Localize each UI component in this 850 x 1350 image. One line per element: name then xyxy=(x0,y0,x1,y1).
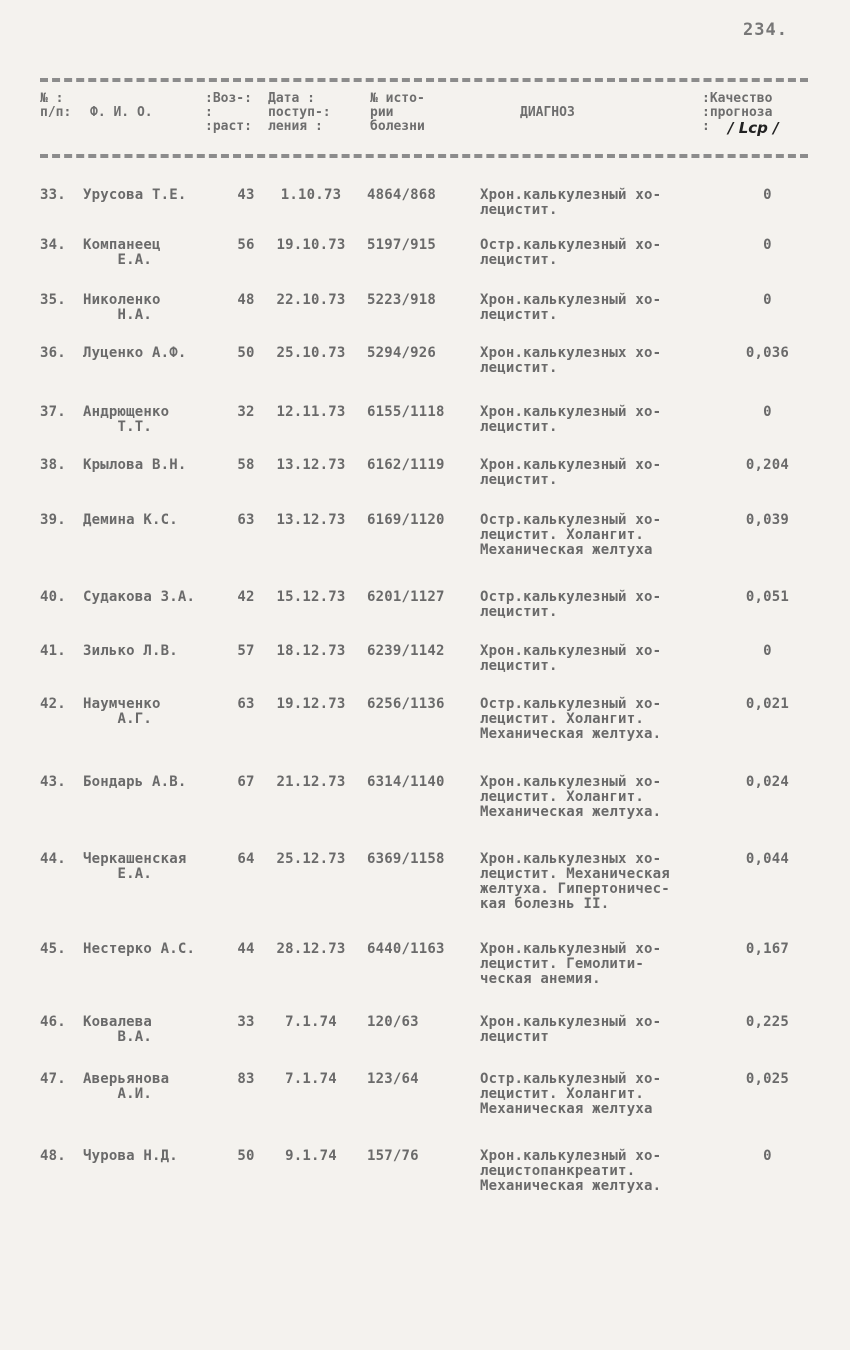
patient-name: Аверьянова А.И. xyxy=(83,1071,170,1102)
diagnosis: Хрон.калькулезных хо- лецистит. Механическая желтуха. Гипертоничес- кая болезнь II. xyxy=(480,851,670,912)
patient-age: 43 xyxy=(237,187,255,203)
prognosis-quality: 0,024 xyxy=(745,774,790,790)
case-history-number: 6369/1158 xyxy=(367,851,445,867)
patient-age: 33 xyxy=(237,1014,255,1030)
diagnosis: Остр.калькулезный хо- лецистит. xyxy=(480,589,662,620)
header-top-rule xyxy=(40,78,808,82)
diagnosis: Хрон.калькулезных хо- лецистит. xyxy=(480,345,662,376)
row-number: 47. xyxy=(40,1071,66,1087)
case-history-number: 5197/915 xyxy=(367,237,437,253)
prognosis-quality: 0 xyxy=(763,404,772,420)
patient-age: 57 xyxy=(237,643,255,659)
patient-age: 67 xyxy=(237,774,255,790)
patient-age: 44 xyxy=(237,941,255,957)
prognosis-quality: 0,051 xyxy=(745,589,790,605)
patient-name: Компанеец Е.А. xyxy=(83,237,161,268)
row-number: 42. xyxy=(40,696,66,712)
header-bottom-rule xyxy=(40,154,808,158)
diagnosis: Хрон.калькулезный хо- лецистит. xyxy=(480,292,662,323)
header-date: Дата : поступ-: ления : xyxy=(268,91,331,134)
diagnosis: Остр.калькулезный хо- лецистит. Холангит. Механическая желтуха. xyxy=(480,696,662,742)
row-number: 39. xyxy=(40,512,66,528)
diagnosis: Хрон.калькулезный хо- лецистит. Холангит. Механическая желтуха. xyxy=(480,774,662,820)
row-number: 38. xyxy=(40,457,66,473)
admission-date: 1.10.73 xyxy=(280,187,342,203)
case-history-number: 6169/1120 xyxy=(367,512,445,528)
case-history-number: 120/63 xyxy=(367,1014,419,1030)
patient-age: 32 xyxy=(237,404,255,420)
patient-name: Николенко Н.А. xyxy=(83,292,161,323)
admission-date: 12.11.73 xyxy=(276,404,346,420)
row-number: 37. xyxy=(40,404,66,420)
admission-date: 15.12.73 xyxy=(276,589,346,605)
page-number: 234. xyxy=(743,20,788,40)
patient-name: Луценко А.Ф. xyxy=(83,345,187,361)
case-history-number: 5294/926 xyxy=(367,345,437,361)
header-quality-handwritten: / Lcp / xyxy=(728,119,779,137)
case-history-number: 6256/1136 xyxy=(367,696,445,712)
row-number: 35. xyxy=(40,292,66,308)
patient-age: 63 xyxy=(237,512,255,528)
patient-age: 83 xyxy=(237,1071,255,1087)
row-number: 46. xyxy=(40,1014,66,1030)
table-header xyxy=(40,88,808,150)
patient-name: Зилько Л.В. xyxy=(83,643,178,659)
case-history-number: 6155/1118 xyxy=(367,404,445,420)
prognosis-quality: 0,021 xyxy=(745,696,790,712)
header-age: :Воз-: : :раст: xyxy=(205,91,252,134)
case-history-number: 6239/1142 xyxy=(367,643,445,659)
row-number: 34. xyxy=(40,237,66,253)
patient-name: Наумченко А.Г. xyxy=(83,696,161,727)
admission-date: 7.1.74 xyxy=(285,1014,337,1030)
patient-age: 58 xyxy=(237,457,255,473)
patient-age: 50 xyxy=(237,1148,255,1164)
admission-date: 22.10.73 xyxy=(276,292,346,308)
header-diagnosis: ДИАГНОЗ xyxy=(520,105,575,120)
admission-date: 21.12.73 xyxy=(276,774,346,790)
diagnosis: Остр.калькулезный хо- лецистит. xyxy=(480,237,662,268)
case-history-number: 157/76 xyxy=(367,1148,419,1164)
case-history-number: 6440/1163 xyxy=(367,941,445,957)
header-quality: :Качество :прогноза : xyxy=(702,91,773,134)
patient-age: 48 xyxy=(237,292,255,308)
admission-date: 18.12.73 xyxy=(276,643,346,659)
case-history-number: 6162/1119 xyxy=(367,457,445,473)
prognosis-quality: 0,167 xyxy=(745,941,790,957)
admission-date: 19.12.73 xyxy=(276,696,346,712)
admission-date: 28.12.73 xyxy=(276,941,346,957)
prognosis-quality: 0,039 xyxy=(745,512,790,528)
diagnosis: Хрон.калькулезный хо- лецистит. xyxy=(480,187,662,218)
prognosis-quality: 0,036 xyxy=(745,345,790,361)
header-history: № исто- рии болезни xyxy=(370,91,425,134)
case-history-number: 123/64 xyxy=(367,1071,419,1087)
row-number: 41. xyxy=(40,643,66,659)
row-number: 43. xyxy=(40,774,66,790)
case-history-number: 5223/918 xyxy=(367,292,437,308)
admission-date: 19.10.73 xyxy=(276,237,346,253)
header-name: Ф. И. О. xyxy=(90,105,153,120)
row-number: 33. xyxy=(40,187,66,203)
admission-date: 9.1.74 xyxy=(285,1148,337,1164)
case-history-number: 4864/868 xyxy=(367,187,437,203)
prognosis-quality: 0 xyxy=(763,643,772,659)
prognosis-quality: 0 xyxy=(763,292,772,308)
diagnosis: Хрон.калькулезный хо- лецистопанкреатит. Механическая желтуха. xyxy=(480,1148,662,1194)
patient-name: Урусова Т.Е. xyxy=(83,187,187,203)
admission-date: 13.12.73 xyxy=(276,457,346,473)
diagnosis: Хрон.калькулезный хо- лецистит. xyxy=(480,404,662,435)
patient-age: 42 xyxy=(237,589,255,605)
patient-name: Бондарь А.В. xyxy=(83,774,187,790)
row-number: 48. xyxy=(40,1148,66,1164)
prognosis-quality: 0,044 xyxy=(745,851,790,867)
patient-name: Судакова З.А. xyxy=(83,589,196,605)
row-number: 40. xyxy=(40,589,66,605)
prognosis-quality: 0 xyxy=(763,187,772,203)
prognosis-quality: 0 xyxy=(763,1148,772,1164)
admission-date: 13.12.73 xyxy=(276,512,346,528)
patient-name: Андрющенко Т.Т. xyxy=(83,404,170,435)
diagnosis: Хрон.калькулезный хо- лецистит. xyxy=(480,643,662,674)
patient-age: 63 xyxy=(237,696,255,712)
patient-name: Крылова В.Н. xyxy=(83,457,187,473)
admission-date: 25.12.73 xyxy=(276,851,346,867)
diagnosis: Остр.калькулезный хо- лецистит. Холангит. Механическая желтуха xyxy=(480,512,662,558)
patient-age: 50 xyxy=(237,345,255,361)
diagnosis: Хрон.калькулезный хо- лецистит xyxy=(480,1014,662,1045)
diagnosis: Хрон.калькулезный хо- лецистит. xyxy=(480,457,662,488)
prognosis-quality: 0,204 xyxy=(745,457,790,473)
row-number: 44. xyxy=(40,851,66,867)
header-num: № : п/п: xyxy=(40,91,72,120)
patient-age: 64 xyxy=(237,851,255,867)
patient-name: Черкашенская Е.А. xyxy=(83,851,187,882)
prognosis-quality: 0,025 xyxy=(745,1071,790,1087)
row-number: 36. xyxy=(40,345,66,361)
diagnosis: Остр.калькулезный хо- лецистит. Холангит. Механическая желтуха xyxy=(480,1071,662,1117)
admission-date: 25.10.73 xyxy=(276,345,346,361)
prognosis-quality: 0,225 xyxy=(745,1014,790,1030)
case-history-number: 6314/1140 xyxy=(367,774,445,790)
patient-name: Нестерко А.С. xyxy=(83,941,196,957)
patient-name: Чурова Н.Д. xyxy=(83,1148,178,1164)
row-number: 45. xyxy=(40,941,66,957)
diagnosis: Хрон.калькулезный хо- лецистит. Гемолити- ческая анемия. xyxy=(480,941,662,987)
case-history-number: 6201/1127 xyxy=(367,589,445,605)
patient-name: Ковалева В.А. xyxy=(83,1014,153,1045)
patient-name: Демина К.С. xyxy=(83,512,178,528)
patient-age: 56 xyxy=(237,237,255,253)
prognosis-quality: 0 xyxy=(763,237,772,253)
admission-date: 7.1.74 xyxy=(285,1071,337,1087)
